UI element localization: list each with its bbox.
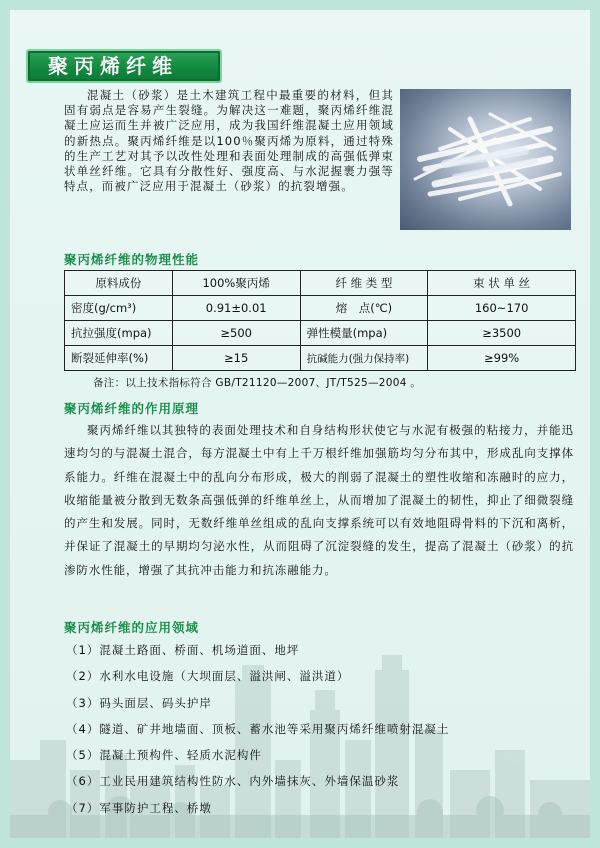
list-item: （2）水利水电设施（大坝面层、溢洪闸、溢洪道）: [66, 669, 350, 684]
table-cell: ≥3500: [428, 321, 576, 346]
list-item: （7）军事防护工程、桥墩: [66, 800, 212, 815]
table-cell: 160~170: [428, 296, 576, 321]
table-cell: ≥99%: [428, 346, 576, 371]
properties-heading: 聚丙烯纤维的物理性能: [64, 252, 200, 267]
principle-text: 聚丙烯纤维以其独特的表面处理技术和自身结构形状使它与水泥有极强的粘接力，并能迅速均匀的与混凝土混合，每方混凝土中有上千万根纤维加强筋均匀分布其中，形成乱向支撑体系能力。纤维在混凝土中的乱向分布形成，极大的削弱了混凝土的塑性收缩和冻融时的应力，收缩能量被分散到无数条高强低弹的纤维单丝上，从而增加了混凝土的韧性，抑止了细微裂缝的产生和发展。同时，无数纤维单丝组成的乱向支撑系统可以有效地阻碍骨料的下沉和离析，并保证了混凝土的早期均匀泌水性，从而阻碍了沉淀裂缝的发生，提高了混凝土（砂浆）的抗渗防水性能，增强了其抗冲击能力和抗冻融能力。: [64, 423, 574, 577]
principle-heading: 聚丙烯纤维的作用原理: [64, 401, 200, 416]
page-title: 聚丙烯纤维: [48, 54, 178, 78]
table-cell: 断裂延伸率(%): [65, 346, 173, 371]
list-item: （1）混凝土路面、桥面、机场道面、地坪: [66, 643, 300, 657]
table-cell: 原料成份: [65, 271, 173, 296]
table-cell: 抗拉强度(mpa): [65, 321, 173, 346]
table-row: [65, 296, 576, 321]
applications-heading: 聚丙烯纤维的应用领域: [64, 620, 200, 635]
principle-paragraph: [64, 419, 574, 582]
fiber-photo: [400, 89, 571, 230]
fiber-bundle-illustration: [400, 89, 571, 230]
table-cell: ≥500: [172, 321, 300, 346]
table-row: [65, 321, 576, 346]
list-item: （4）隧道、矿井地墙面、顶板、蓄水池等采用聚丙烯纤维喷射混凝土: [66, 721, 450, 736]
intro-text: 混凝土（砂浆）是土木建筑工程中最重要的材料，但其固有弱点是容易产生裂缝。为解决这一难题，聚丙烯纤维混凝土应运而生并被广泛应用，成为我国纤维混凝土应用领域的新热点。聚丙烯纤维是以100％聚丙烯为原料，通过特殊的生产工艺对其予以改性处理和表面处理制成的高强低弹束状单丝纤维。它具有分散性好、强度高、与水泥握裹力强等特点，而被广泛应用于混凝土（砂浆）的抗裂增强。: [64, 88, 394, 194]
intro-paragraph: [64, 88, 394, 194]
table-cell: 纤 维 类 型: [300, 271, 428, 296]
table-cell: 密度(g/cm³): [65, 296, 173, 321]
table-cell: 熔 点(℃): [300, 296, 428, 321]
table-cell: 0.91±0.01: [172, 296, 300, 321]
list-item: （6）工业民用建筑结构性防水、内外墙抹灰、外墙保温砂浆: [66, 774, 400, 789]
table-cell: 抗碱能力(强力保持率): [300, 346, 428, 371]
table-cell: ≥15: [172, 346, 300, 371]
table-cell: 100%聚丙烯: [172, 271, 300, 296]
list-item: （5）混凝土预构件、轻质水泥构件: [66, 748, 262, 763]
table-cell: 弹性模量(mpa): [300, 321, 428, 346]
properties-table: [64, 270, 576, 371]
standards-note: 备注：以上技术指标符合 GB/T21120—2007、JT/T525—2004 。: [93, 377, 422, 389]
table-cell: 束 状 单 丝: [428, 271, 576, 296]
table-row: [65, 271, 576, 296]
table-row: [65, 346, 576, 371]
section-banner: [26, 49, 222, 83]
applications-list: [66, 640, 586, 824]
list-item: （3）码头面层、码头护岸: [66, 695, 212, 710]
